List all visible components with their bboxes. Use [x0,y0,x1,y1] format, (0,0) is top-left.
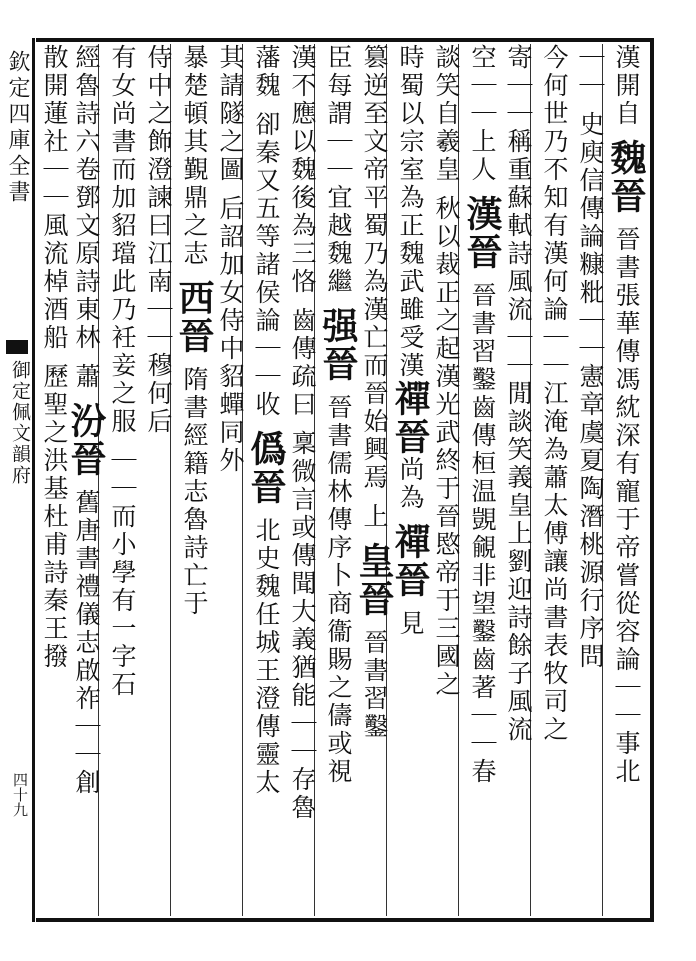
page-number: 四十九 [11,772,29,817]
text-column: 寄｜｜稱重蘇軾詩風流｜｜閒談笑義皇上劉迎詩餘子風流 [504,44,533,744]
headword: 漢晉 [461,194,503,271]
text-column: 臣每謂｜｜宜越魏繼 强晉 晉書儒林傳序卜商衞賜之儔或視 [317,44,359,786]
frame-bottom-border [36,918,654,922]
headword: 禪晉 [389,522,431,599]
frame-right-border [650,38,654,922]
text-column: 談笑自羲皇 秋以裁正之起漢光武終于晉愍帝于三國之 [432,44,461,699]
text-column: 空｜｜上人 漢晉 晉書習鑿齒傳桓温覬覦非望鑿齒著｜｜春 [461,44,503,786]
text-column: ｜｜ 史庾信傳論糠粃｜｜憲章虞夏陶潛桃源行序問 [576,44,605,671]
text-column: 侍中之飾澄諫曰江南｜｜穆何后 [144,44,173,436]
text-column: 時蜀以宗室為正魏武雖受漢禪晉尚為 禪晉 見 [389,44,431,638]
headword: 强晉 [317,306,359,383]
headword: 魏晉 [605,138,647,215]
book-subtitle: 御定佩文韻府 [9,360,31,486]
book-title: 欽定四庫全書 [5,50,30,206]
fishtail-mark [6,340,28,354]
headword: 禪晉 [389,380,431,456]
text-column: 漢開自 魏晉 晉書張華傳馮紞深有寵于帝嘗從容論｜｜事北 [605,44,647,786]
text-column: 篡逆至文帝平蜀乃為漢亡而晉始興焉 上 皇晉 晉書習鑿 [353,44,395,741]
text-column: 漢不應以魏後為三恪 齒傳疏曰 稟微言或傳聞大義猶能｜｜存魯 [288,44,317,822]
text-column: 藩魏 卻秦又五等諸侯論｜｜收 僞晉 北史魏任城王澄傳靈太 [245,44,287,797]
page-margin [0,44,34,916]
headword: 皇晉 [353,541,395,618]
text-columns [40,44,648,916]
text-column: 其請隧之圖 后詔加女侍中貂蟬同外 [216,44,245,475]
text-column: 經魯詩六卷鄧文原詩東林 蕭 汾晉 舊唐書禮儀志啟祚｜｜創 [65,44,107,797]
text-column: 散開蓮社｜｜風流棹酒船 歷聖之洪基杜甫詩秦王撥 [40,44,69,671]
text-column: 暴楚頓其覲鼎之志 西晉 隋書經籍志魯詩亡于 [173,44,215,618]
headword: 汾晉 [65,401,107,478]
text-column: 今何世乃不知有漢何論｜｜江淹為蕭太傅讓尚書表牧司之 [540,44,569,744]
headword: 僞晉 [245,429,287,506]
frame-top-border [36,38,654,42]
text-column: 有女尚書而加貂璫此乃衽妾之服 ｜｜而小學有一字石 [108,44,137,699]
headword: 西晉 [173,278,215,355]
